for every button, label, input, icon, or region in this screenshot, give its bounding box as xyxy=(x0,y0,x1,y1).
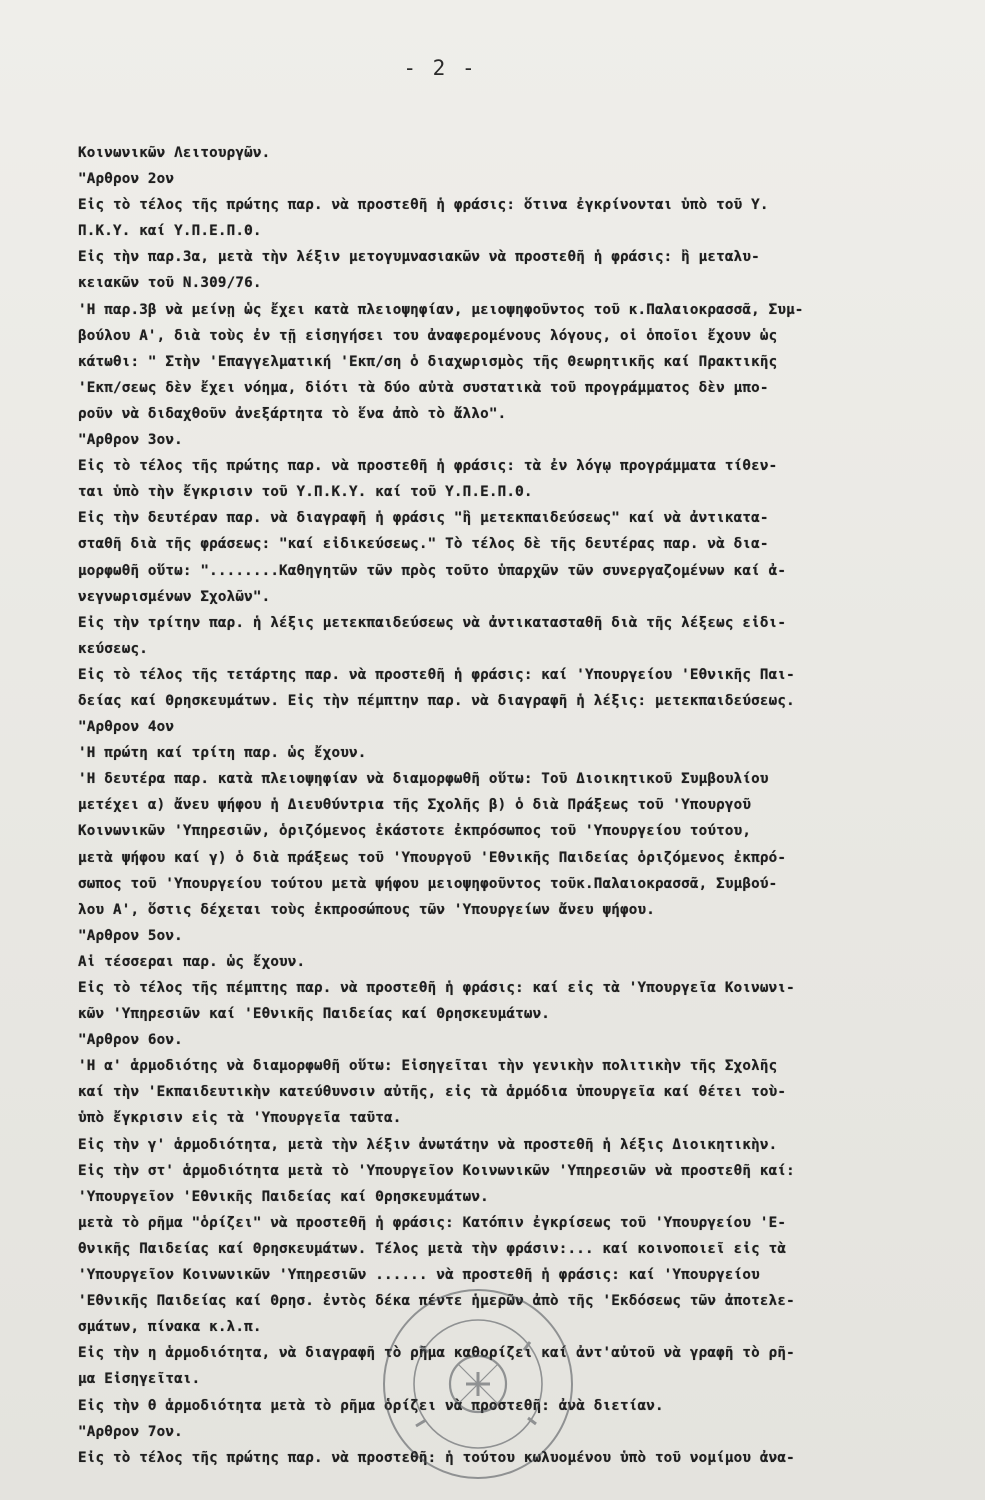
text-line: 'Εκπ/σεως δὲν ἔχει νόημα, δἰότι τὰ δύο αὐτὰ συστατικὰ τοῦ προγράμματος δὲν μπο- xyxy=(78,379,769,396)
text-line: κάτωθι: " Στὴν 'Επαγγελματική 'Εκπ/ση ὁ διαχωρισμὸς τῆς Θεωρητικῆς καί Πρακτικῆς xyxy=(78,353,778,370)
text-line: Αἱ τέσσεραι παρ. ὡς ἔχουν. xyxy=(78,953,306,970)
text-line: 'Υπουργεῖον Κοινωνικῶν 'Υπηρεσιῶν ...... νὰ προστεθῆ ἡ φράσις: καί 'Υπουργείου xyxy=(78,1267,760,1284)
text-line: μορφωθῆ οὕτω: "........Καθηγητῶν τῶν πρὸς τοῦτο ὑπαρχῶν τῶν συνεργαζομένων καί ἀ- xyxy=(78,562,787,579)
text-line: Εἰς τὴν δευτέραν παρ. νὰ διαγραφῆ ἡ φράσις "ἢ μετεκπαιδεύσεως" καί νὰ ἀντικατα- xyxy=(78,510,769,527)
text-line: Εἰς τὸ τέλος τῆς πέμπτης παρ. νὰ προστεθῆ ἡ φράσις: καί εἰς τὰ 'Υπουργεῖα Κοινωνι- xyxy=(78,980,795,996)
text-line: Εἰς τὴν θ ἁρμοδιότητα μετὰ τὸ ρῆμα ὁρίζει νὰ προστεθῆ: ἀνὰ διετίαν. xyxy=(78,1397,664,1414)
text-line: ται ὑπὸ τὴν ἔγκρισιν τοῦ Υ.Π.Κ.Υ. καί τοῦ Υ.Π.Ε.Π.Θ. xyxy=(78,484,533,501)
text-line: λου Α', ὅστις δέχεται τοὺς ἐκπροσώπους τῶν 'Υπουργείων ἄνευ ψήφου. xyxy=(78,901,655,918)
text-line: Εἰς τὴν παρ.3α, μετὰ τὴν λέξιν μετογυμνασιακῶν νὰ προστεθῆ ἡ φράσις: ἢ μεταλυ- xyxy=(78,249,760,266)
text-line: Εἰς τὸ τέλος τῆς τετάρτης παρ. νὰ προστεθῆ ἡ φράσις: καί 'Υπουργείου 'Εθνικῆς Παι- xyxy=(78,666,795,683)
text-line: Κοινωνικῶν 'Υπηρεσιῶν, ὁριζόμενος ἑκάστοτε ἐκπρόσωπος τοῦ 'Υπουργείου τούτου, xyxy=(78,823,752,840)
article-heading: "Αρθρον 5ον. xyxy=(78,927,183,944)
text-line: σμάτων, πίνακα κ.λ.π. xyxy=(78,1319,262,1336)
text-line: Εἰς τὴν γ' ἁρμοδιότητα, μετὰ τὴν λέξιν ἀνωτάτην νὰ προστεθῆ ἡ λέξις Διοικητικὴν. xyxy=(78,1136,778,1153)
text-line: βούλου Α', διὰ τοὺς ἐν τῇ εἰσηγήσει του ἀναφερομένους λόγους, οἱ ὁποῖοι ἔχουν ὡς xyxy=(78,327,778,344)
text-line: ὑπὸ ἔγκρισιν εἰς τὰ 'Υπουργεῖα ταῦτα. xyxy=(78,1110,402,1127)
text-line: 'Εθνικῆς Παιδείας καί Θρησ. ἐντὸς δέκα πέντε ἡμερῶν ἀπὸ τῆς 'Εκδόσεως τῶν ἀποτελε- xyxy=(78,1293,795,1310)
text-line: μετὰ τὸ ρῆμα "ὁρίζει" νὰ προστεθῆ ἡ φράσις: Κατόπιν ἐγκρίσεως τοῦ 'Υπουργείου 'Ε- xyxy=(78,1214,787,1231)
text-line: Εἰς τὸ τέλος τῆς πρώτης παρ. νὰ προστεθῆ ἡ φράσις: τὰ ἐν λόγῳ προγράμματα τίθεν- xyxy=(78,458,778,475)
text-line: δείας καί Θρησκευμάτων. Εἰς τὴν πέμπτην παρ. νὰ διαγραφῆ ἡ λέξις: μετεκπαιδεύσεως. xyxy=(78,692,795,709)
text-line: σταθῆ διὰ τῆς φράσεως: "καί εἰδικεύσεως." Τὸ τέλος δὲ τῆς δευτέρας παρ. νὰ δια- xyxy=(78,536,769,553)
article-heading: "Αρθρον 3ον. xyxy=(78,432,183,449)
text-line: Π.Κ.Υ. καί Υ.Π.Ε.Π.Θ. xyxy=(78,223,262,240)
text-line: κειακῶν τοῦ Ν.309/76. xyxy=(78,275,262,292)
document-body xyxy=(78,140,968,1471)
text-line: Κοινωνικῶν Λειτουργῶν. xyxy=(78,145,271,161)
text-line: κῶν 'Υπηρεσιῶν καί 'Εθνικῆς Παιδείας καί Θρησκευμάτων. xyxy=(78,1006,551,1023)
text-line: 'Η δευτέρα παρ. κατὰ πλειοψηφίαν νὰ διαμορφωθῆ οὕτω: Τοῦ Διοικητικοῦ Συμβουλίου xyxy=(78,771,769,788)
text-line: Εἰς τὴν τρίτην παρ. ἡ λέξις μετεκπαιδεύσεως νὰ ἀντικατασταθῆ διὰ τῆς λέξεως εἰδι- xyxy=(78,614,787,631)
text-line: καί τὴν 'Εκπαιδευτικὴν κατεύθυνσιν αὐτῆς, εἰς τὰ ἁρμόδια ὑπουργεῖα καί θέτει τοὺ- xyxy=(78,1084,787,1101)
text-line: μα Εἰσηγεῖται. xyxy=(78,1371,201,1388)
text-line: νεγνωρισμένων Σχολῶν". xyxy=(78,588,271,605)
text-line: σωπος τοῦ 'Υπουργείου τούτου μετὰ ψήφου μειοψηφοῦντος τοῦκ.Παλαιοκρασσᾶ, Συμβού- xyxy=(78,875,778,892)
article-heading: "Αρθρον 6ον. xyxy=(78,1032,183,1049)
text-line: θνικῆς Παιδείας καί Θρησκευμάτων. Τέλος μετὰ τὴν φράσιν:... καί κοινοποιεῖ εἰς τὰ xyxy=(78,1240,787,1257)
text-line: 'Η πρώτη καί τρίτη παρ. ὡς ἔχουν. xyxy=(78,745,367,762)
text-line: Εἰς τὴν η ἁρμοδιότητα, νὰ διαγραφῆ τὸ ρῆμα καθορίζει καί ἀντ'αὐτοῦ νὰ γραφῆ τὸ ρῆ- xyxy=(78,1345,795,1362)
text-line: 'Η παρ.3β νὰ μείνῃ ὡς ἔχει κατὰ πλειοψηφίαν, μειοψηφοῦντος τοῦ κ.Παλαιοκρασσᾶ, Συμ- xyxy=(78,301,804,318)
text-line: Εἰς τὴν στ' ἁρμοδιότητα μετὰ τὸ 'Υπουργεῖον Κοινωνικῶν 'Υπηρεσιῶν νὰ προστεθῆ καί: xyxy=(78,1162,795,1179)
text-line: ροῦν νὰ διδαχθοῦν ἀνεξάρτητα τὸ ἕνα ἀπὸ τὸ ἄλλο". xyxy=(78,405,507,422)
article-heading: "Αρθρον 2ον xyxy=(78,171,175,188)
text-line: 'Υπουργεῖον 'Εθνικῆς Παιδείας καί Θρησκευμάτων. xyxy=(78,1188,489,1205)
official-seal-stamp xyxy=(380,1286,576,1482)
text-line: 'Η α' ἁρμοδιότης νὰ διαμορφωθῆ οὕτω: Εἰσηγεῖται τὴν γενικὴν πολιτικὴν τῆς Σχολῆς xyxy=(78,1058,778,1075)
text-line: Εἰς τὸ τέλος τῆς πρώτης παρ. νὰ προστεθῆ: ἡ τούτου κωλυομένου ὑπὸ τοῦ νομίμου ἀνα- xyxy=(78,1449,795,1466)
text-line: μετὰ ψήφου καί γ) ὁ διὰ πράξεως τοῦ 'Υπουργοῦ 'Εθνικῆς Παιδείας ὁριζόμενος ἐκπρό- xyxy=(78,849,787,866)
text-line: κεύσεως. xyxy=(78,640,148,657)
article-heading: "Αρθρον 4ον xyxy=(78,719,175,736)
text-line: Εἰς τὸ τέλος τῆς πρώτης παρ. νὰ προστεθῆ ἡ φράσις: ὅτινα ἐγκρίνονται ὑπὸ τοῦ Υ. xyxy=(78,197,769,214)
text-line: μετέχει α) ἄνευ ψήφου ἡ Διευθύντρια τῆς Σχολῆς β) ὁ διὰ Πράξεως τοῦ 'Υπουργοῦ xyxy=(78,797,752,814)
article-heading: "Αρθρον 7ον. xyxy=(78,1423,183,1440)
page-number: - 2 - xyxy=(403,56,477,80)
